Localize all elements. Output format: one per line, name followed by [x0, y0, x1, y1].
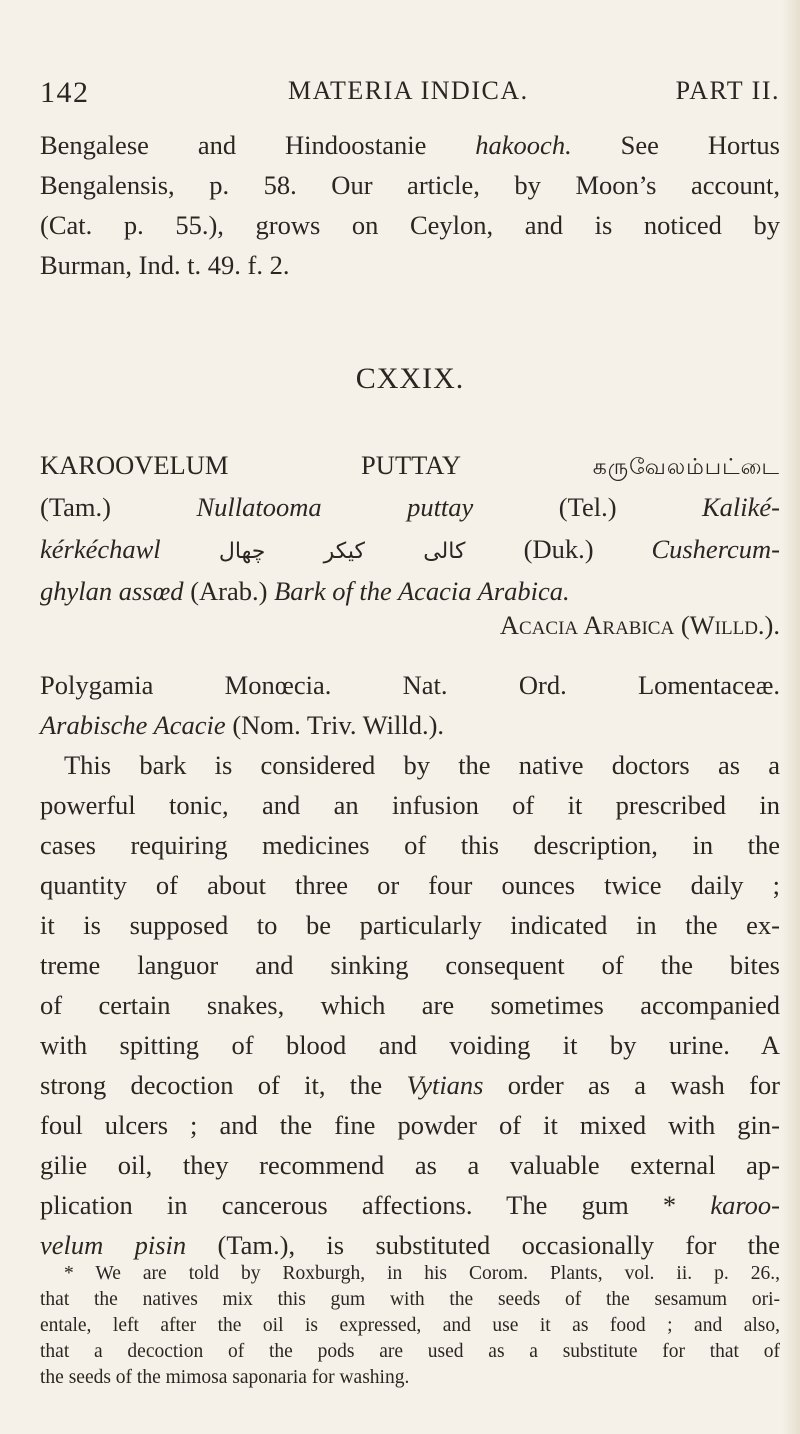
text-run: Polygamia Monœcia. Nat. Ord. Lomentaceæ. — [40, 670, 780, 700]
text-run: entale, left after the oil is expressed, and use it as food ; and also, — [40, 1315, 780, 1336]
text-run: order as a wash for — [483, 1070, 780, 1100]
text-run: See Hortus — [571, 130, 780, 160]
text-run: that the natives mix this gum with the seeds of the sesamum ori- — [40, 1289, 780, 1310]
text-line — [40, 1150, 780, 1181]
text-run: plication in cancerous affections. The gum * — [40, 1190, 711, 1220]
text-run: کالی کیکر چھال — [160, 539, 524, 564]
text-run: it is supposed to be particularly indicated in the ex- — [40, 910, 780, 940]
text-line — [40, 950, 780, 981]
text-line — [40, 1190, 780, 1221]
text-run: powerful tonic, and an infusion of it prescribed in — [40, 790, 780, 820]
text-run: of certain snakes, which are sometimes accompanied — [40, 990, 780, 1020]
text-run: (Cat. p. 55.), grows on Ceylon, and is noticed by — [40, 210, 780, 240]
text-run: Vytians — [406, 1070, 484, 1100]
text-run: cases requiring medicines of this description, in the — [40, 830, 780, 860]
heading-line — [40, 492, 780, 523]
text-run: that a decoction of the pods are used as a substitute for that of — [40, 1341, 780, 1362]
text-line — [40, 790, 780, 821]
text-run: * We are told by Roxburgh, in his Corom. Plants, vol. ii. p. 26., — [64, 1263, 780, 1284]
text-run: Burman, Ind. t. 49. f. 2. — [40, 250, 290, 280]
text-run: karoo- — [710, 1190, 780, 1220]
text-run: ghylan assœd — [40, 576, 184, 606]
text-run: kérkéchawl — [40, 534, 161, 564]
text-line — [40, 1030, 780, 1061]
text-run: Arabische Acacie — [40, 710, 226, 740]
text-run: (Nom. Triv. Willd.). — [225, 710, 445, 740]
text-line — [40, 710, 444, 741]
text-run: strong decoction of it, the — [40, 1070, 407, 1100]
footnote-line — [40, 1289, 780, 1311]
text-line — [40, 210, 780, 241]
text-line — [40, 750, 780, 781]
heading-line — [40, 534, 780, 565]
text-run: Bark of the Acacia Arabica. — [274, 576, 570, 606]
text-line — [40, 830, 780, 861]
page-number: 142 — [40, 76, 90, 109]
text-line — [40, 670, 780, 701]
text-run: This bark is considered by the native doctors as a — [64, 750, 780, 780]
text-run: with spitting of blood and voiding it by urine. A — [40, 1030, 780, 1060]
text-run: quantity of about three or four ounces twice daily ; — [40, 870, 780, 900]
text-line — [40, 170, 780, 201]
text-run: gilie oil, they recommend as a valuable external ap- — [40, 1150, 780, 1180]
text-run: Bengalensis, p. 58. Our article, by Moon’s account, — [40, 170, 780, 200]
botanical-line: Acacia Arabica (Willd.). — [499, 610, 780, 640]
heading-line — [40, 450, 780, 483]
text-run: (Tam.) — [40, 492, 197, 522]
footnote-line — [40, 1367, 409, 1389]
text-run: treme languor and sinking consequent of the bites — [40, 950, 780, 980]
text-line — [40, 870, 780, 901]
text-run: கருவேலம்பட்டை — [592, 454, 780, 479]
text-run: Cushercum- — [651, 534, 780, 564]
text-run: (Arab.) — [183, 576, 275, 606]
text-line — [40, 1230, 780, 1261]
text-line — [40, 910, 780, 941]
footnote-line — [40, 1263, 780, 1285]
running-title: MATERIA INDICA. — [288, 76, 529, 105]
text-run: velum pisin — [40, 1230, 187, 1260]
text-line — [40, 990, 780, 1021]
text-line — [40, 1070, 780, 1101]
text-line — [40, 250, 290, 281]
text-run: (Duk.) — [523, 534, 652, 564]
footnote-line — [40, 1315, 780, 1337]
part-label: PART II. — [675, 76, 780, 105]
footnote-line — [40, 1341, 780, 1363]
text-run: Nullatooma puttay — [196, 492, 474, 522]
text-line — [40, 130, 780, 161]
text-run: KAROOVELUM PUTTAY — [40, 450, 593, 480]
text-run: the seeds of the mimosa saponaria for washing. — [40, 1367, 410, 1388]
page-edge-shadow — [782, 0, 800, 1434]
text-run: Bengalese and Hindoostanie — [40, 130, 476, 160]
text-run: foul ulcers ; and the fine powder of it mixed with gin- — [40, 1110, 780, 1140]
text-run: Kaliké- — [701, 492, 780, 522]
text-run: hakooch. — [475, 130, 572, 160]
text-line — [40, 1110, 780, 1141]
text-run: (Tel.) — [473, 492, 702, 522]
heading-line — [40, 576, 570, 607]
text-run: (Tam.), is substituted occasionally for the — [186, 1230, 780, 1260]
section-number: CXXIX. — [355, 362, 465, 395]
running-header — [40, 76, 780, 116]
